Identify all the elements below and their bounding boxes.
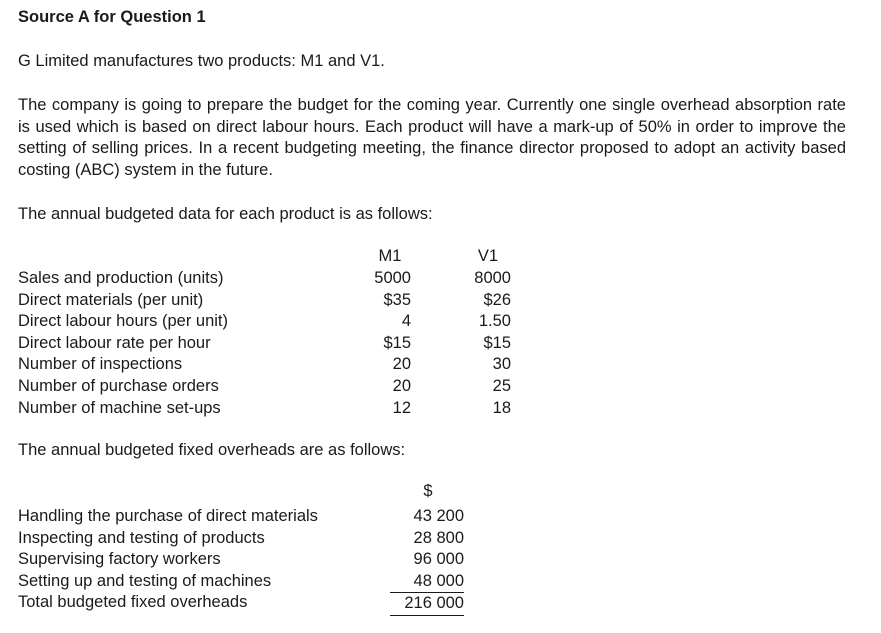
v1-values [450,268,511,419]
overhead-labels [18,506,318,614]
column-header-v1: V1 [477,247,499,265]
currency-header: $ [423,482,433,500]
column-header-m1: M1 [378,247,402,265]
row-label: Number of machine set-ups [18,398,221,417]
overhead-value: 48 000 [390,571,464,594]
overhead-label: Inspecting and testing of products [18,528,265,547]
data-intro-paragraph: The annual budgeted data for each product is as follows: [18,205,433,223]
m1-cell: 20 [392,355,411,374]
v1-cell: $15 [483,333,511,352]
v1-cell: 30 [492,355,511,374]
m1-cell: 20 [392,376,411,395]
overhead-label: Handling the purchase of direct materials [18,507,318,525]
overhead-label: Supervising factory workers [18,550,221,569]
m1-values [350,268,411,419]
v1-cell: 18 [492,398,511,417]
m1-cell: 4 [401,312,411,331]
overhead-values [390,506,464,616]
overheads-intro-paragraph: The annual budgeted fixed overheads are as follows: [18,441,406,459]
row-label: Direct labour rate per hour [18,333,211,352]
v1-cell: $26 [483,290,511,309]
v1-cell: 8000 [474,269,511,287]
overhead-total-label: Total budgeted fixed overheads [18,593,248,612]
row-label: Sales and production (units) [18,269,224,287]
m1-cell: $35 [383,290,411,309]
row-label: Direct labour hours (per unit) [18,312,229,331]
overhead-value: 28 800 [413,528,464,547]
intro-paragraph: G Limited manufactures two products: M1 and V1. [18,52,385,70]
overhead-value: 43 200 [413,507,464,525]
m1-cell: 12 [392,398,411,417]
v1-cell: 1.50 [478,312,511,331]
overhead-total-value: 216 000 [390,593,464,616]
m1-cell: 5000 [374,269,411,287]
overhead-value: 96 000 [413,550,464,569]
row-label: Number of inspections [18,355,183,374]
row-label: Number of purchase orders [18,376,219,395]
m1-cell: $15 [383,333,411,352]
source-heading: Source A for Question 1 [18,8,206,26]
row-labels [18,268,228,419]
overhead-label: Setting up and testing of machines [18,571,272,590]
v1-cell: 25 [492,376,511,395]
row-label: Direct materials (per unit) [18,290,204,309]
context-paragraph: The company is going to prepare the budget for the coming year. Currently one single overhead absorption rate is used which is based on direct labour hours. Each product will have a mark-up of 50% in order to improve the setting of selling prices. In a recent budgeting meeting, the finance director proposed to adopt an activity based costing (ABC) system in the future. [18,96,846,179]
